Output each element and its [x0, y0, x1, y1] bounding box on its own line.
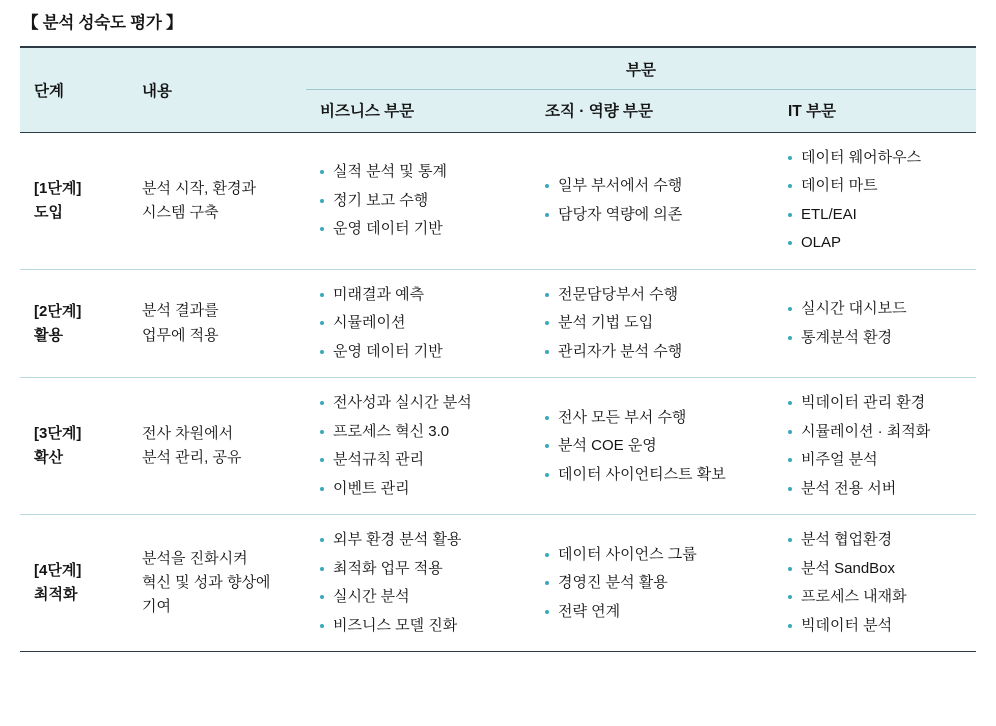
business-list — [320, 392, 521, 500]
stage-sub-label: 활용 — [34, 326, 63, 344]
list-item: 통계분석 환경 — [788, 327, 966, 350]
list-item: 분석 기법 도입 — [545, 312, 764, 335]
list-item: 데이터 사이언스 그룹 — [545, 544, 764, 567]
content-line: 분석을 진화시켜 — [142, 549, 248, 567]
list-item: 분석 SandBox — [788, 558, 966, 581]
cell-it — [774, 269, 976, 378]
business-list — [320, 161, 521, 241]
list-item: 이벤트 관리 — [320, 478, 521, 501]
content-line: 업무에 적용 — [142, 326, 219, 344]
list-item: ETL/EAI — [788, 204, 966, 227]
list-item: 경영진 분석 활용 — [545, 572, 764, 595]
cell-content — [128, 269, 306, 378]
cell-content — [128, 132, 306, 269]
list-item: 분석규칙 관리 — [320, 449, 521, 472]
column-header-business: 비즈니스 부문 — [306, 89, 531, 132]
list-item: 운영 데이터 기반 — [320, 341, 521, 364]
cell-it — [774, 515, 976, 652]
column-header-group-sector: 부문 — [306, 47, 976, 90]
content-line: 분석 관리, 공유 — [142, 449, 242, 467]
list-item: 시뮬레이션 · 최적화 — [788, 421, 966, 444]
list-item: 전문담당부서 수행 — [545, 284, 764, 307]
cell-organization — [531, 269, 774, 378]
list-item: 외부 환경 분석 활용 — [320, 529, 521, 552]
cell-organization — [531, 515, 774, 652]
list-item: 실시간 대시보드 — [788, 298, 966, 321]
content-line: 전사 차원에서 — [142, 425, 234, 442]
cell-it — [774, 132, 976, 269]
table-header-row-top — [20, 47, 976, 90]
list-item: 빅데이터 분석 — [788, 615, 966, 638]
organization-list — [545, 284, 764, 364]
stage-label: [1단계] — [34, 179, 82, 197]
list-item: 데이터 마트 — [788, 175, 966, 198]
list-item: 전략 연계 — [545, 601, 764, 624]
column-header-content: 내용 — [128, 47, 306, 133]
list-item: 프로세스 내재화 — [788, 586, 966, 609]
cell-it — [774, 378, 976, 515]
cell-business — [306, 269, 531, 378]
table-row — [20, 132, 976, 269]
list-item: 전사 모든 부서 수행 — [545, 407, 764, 430]
it-list — [788, 298, 966, 349]
list-item: 담당자 역량에 의존 — [545, 204, 764, 227]
list-item: OLAP — [788, 232, 966, 255]
list-item: 분석 전용 서버 — [788, 478, 966, 501]
list-item: 일부 부서에서 수행 — [545, 175, 764, 198]
list-item: 실적 분석 및 통계 — [320, 161, 521, 184]
organization-list — [545, 407, 764, 487]
list-item: 운영 데이터 기반 — [320, 218, 521, 241]
it-list — [788, 529, 966, 637]
column-header-stage: 단계 — [20, 47, 128, 133]
content-line: 기여 — [142, 598, 171, 616]
business-list — [320, 529, 521, 637]
cell-stage — [20, 515, 128, 652]
cell-stage — [20, 132, 128, 269]
list-item: 비주얼 분석 — [788, 449, 966, 472]
column-header-organization: 조직 · 역량 부문 — [531, 89, 774, 132]
stage-label: [2단계] — [34, 302, 82, 320]
list-item: 시뮬레이션 — [320, 312, 521, 335]
table-row — [20, 269, 976, 378]
analytics-maturity-table — [20, 46, 976, 653]
list-item: 프로세스 혁신 3.0 — [320, 421, 521, 444]
list-item: 관리자가 분석 수행 — [545, 341, 764, 364]
stage-sub-label: 확산 — [34, 449, 63, 467]
organization-list — [545, 175, 764, 226]
stage-sub-label: 도입 — [34, 203, 63, 221]
table-header — [20, 47, 976, 133]
list-item: 실시간 분석 — [320, 586, 521, 609]
content-line: 분석 시작, 환경과 — [142, 179, 256, 197]
table-body — [20, 132, 976, 652]
content-line: 시스템 구축 — [142, 203, 219, 221]
list-item: 비즈니스 모델 진화 — [320, 615, 521, 638]
stage-sub-label: 최적화 — [34, 586, 78, 604]
it-list — [788, 147, 966, 255]
cell-business — [306, 132, 531, 269]
table-row — [20, 515, 976, 652]
stage-label: [4단계] — [34, 562, 82, 580]
organization-list — [545, 544, 764, 624]
stage-label: [3단계] — [34, 425, 82, 443]
cell-organization — [531, 378, 774, 515]
list-item: 분석 협업환경 — [788, 529, 966, 552]
cell-business — [306, 378, 531, 515]
cell-organization — [531, 132, 774, 269]
column-header-it: IT 부문 — [774, 89, 976, 132]
list-item: 데이터 웨어하우스 — [788, 147, 966, 170]
list-item: 빅데이터 관리 환경 — [788, 392, 966, 415]
list-item: 최적화 업무 적용 — [320, 558, 521, 581]
cell-stage — [20, 378, 128, 515]
content-line: 분석 결과를 — [142, 302, 219, 320]
list-item: 전사성과 실시간 분석 — [320, 392, 521, 415]
list-item: 정기 보고 수행 — [320, 190, 521, 213]
it-list — [788, 392, 966, 500]
business-list — [320, 284, 521, 364]
list-item: 분석 COE 운영 — [545, 435, 764, 458]
cell-content — [128, 378, 306, 515]
page-title: 【 분석 성숙도 평가 】 — [22, 14, 183, 32]
table-row — [20, 378, 976, 515]
list-item: 데이터 사이언티스트 확보 — [545, 464, 764, 487]
cell-stage — [20, 269, 128, 378]
cell-content — [128, 515, 306, 652]
list-item: 미래결과 예측 — [320, 284, 521, 307]
content-line: 혁신 및 성과 향상에 — [142, 574, 271, 592]
cell-business — [306, 515, 531, 652]
